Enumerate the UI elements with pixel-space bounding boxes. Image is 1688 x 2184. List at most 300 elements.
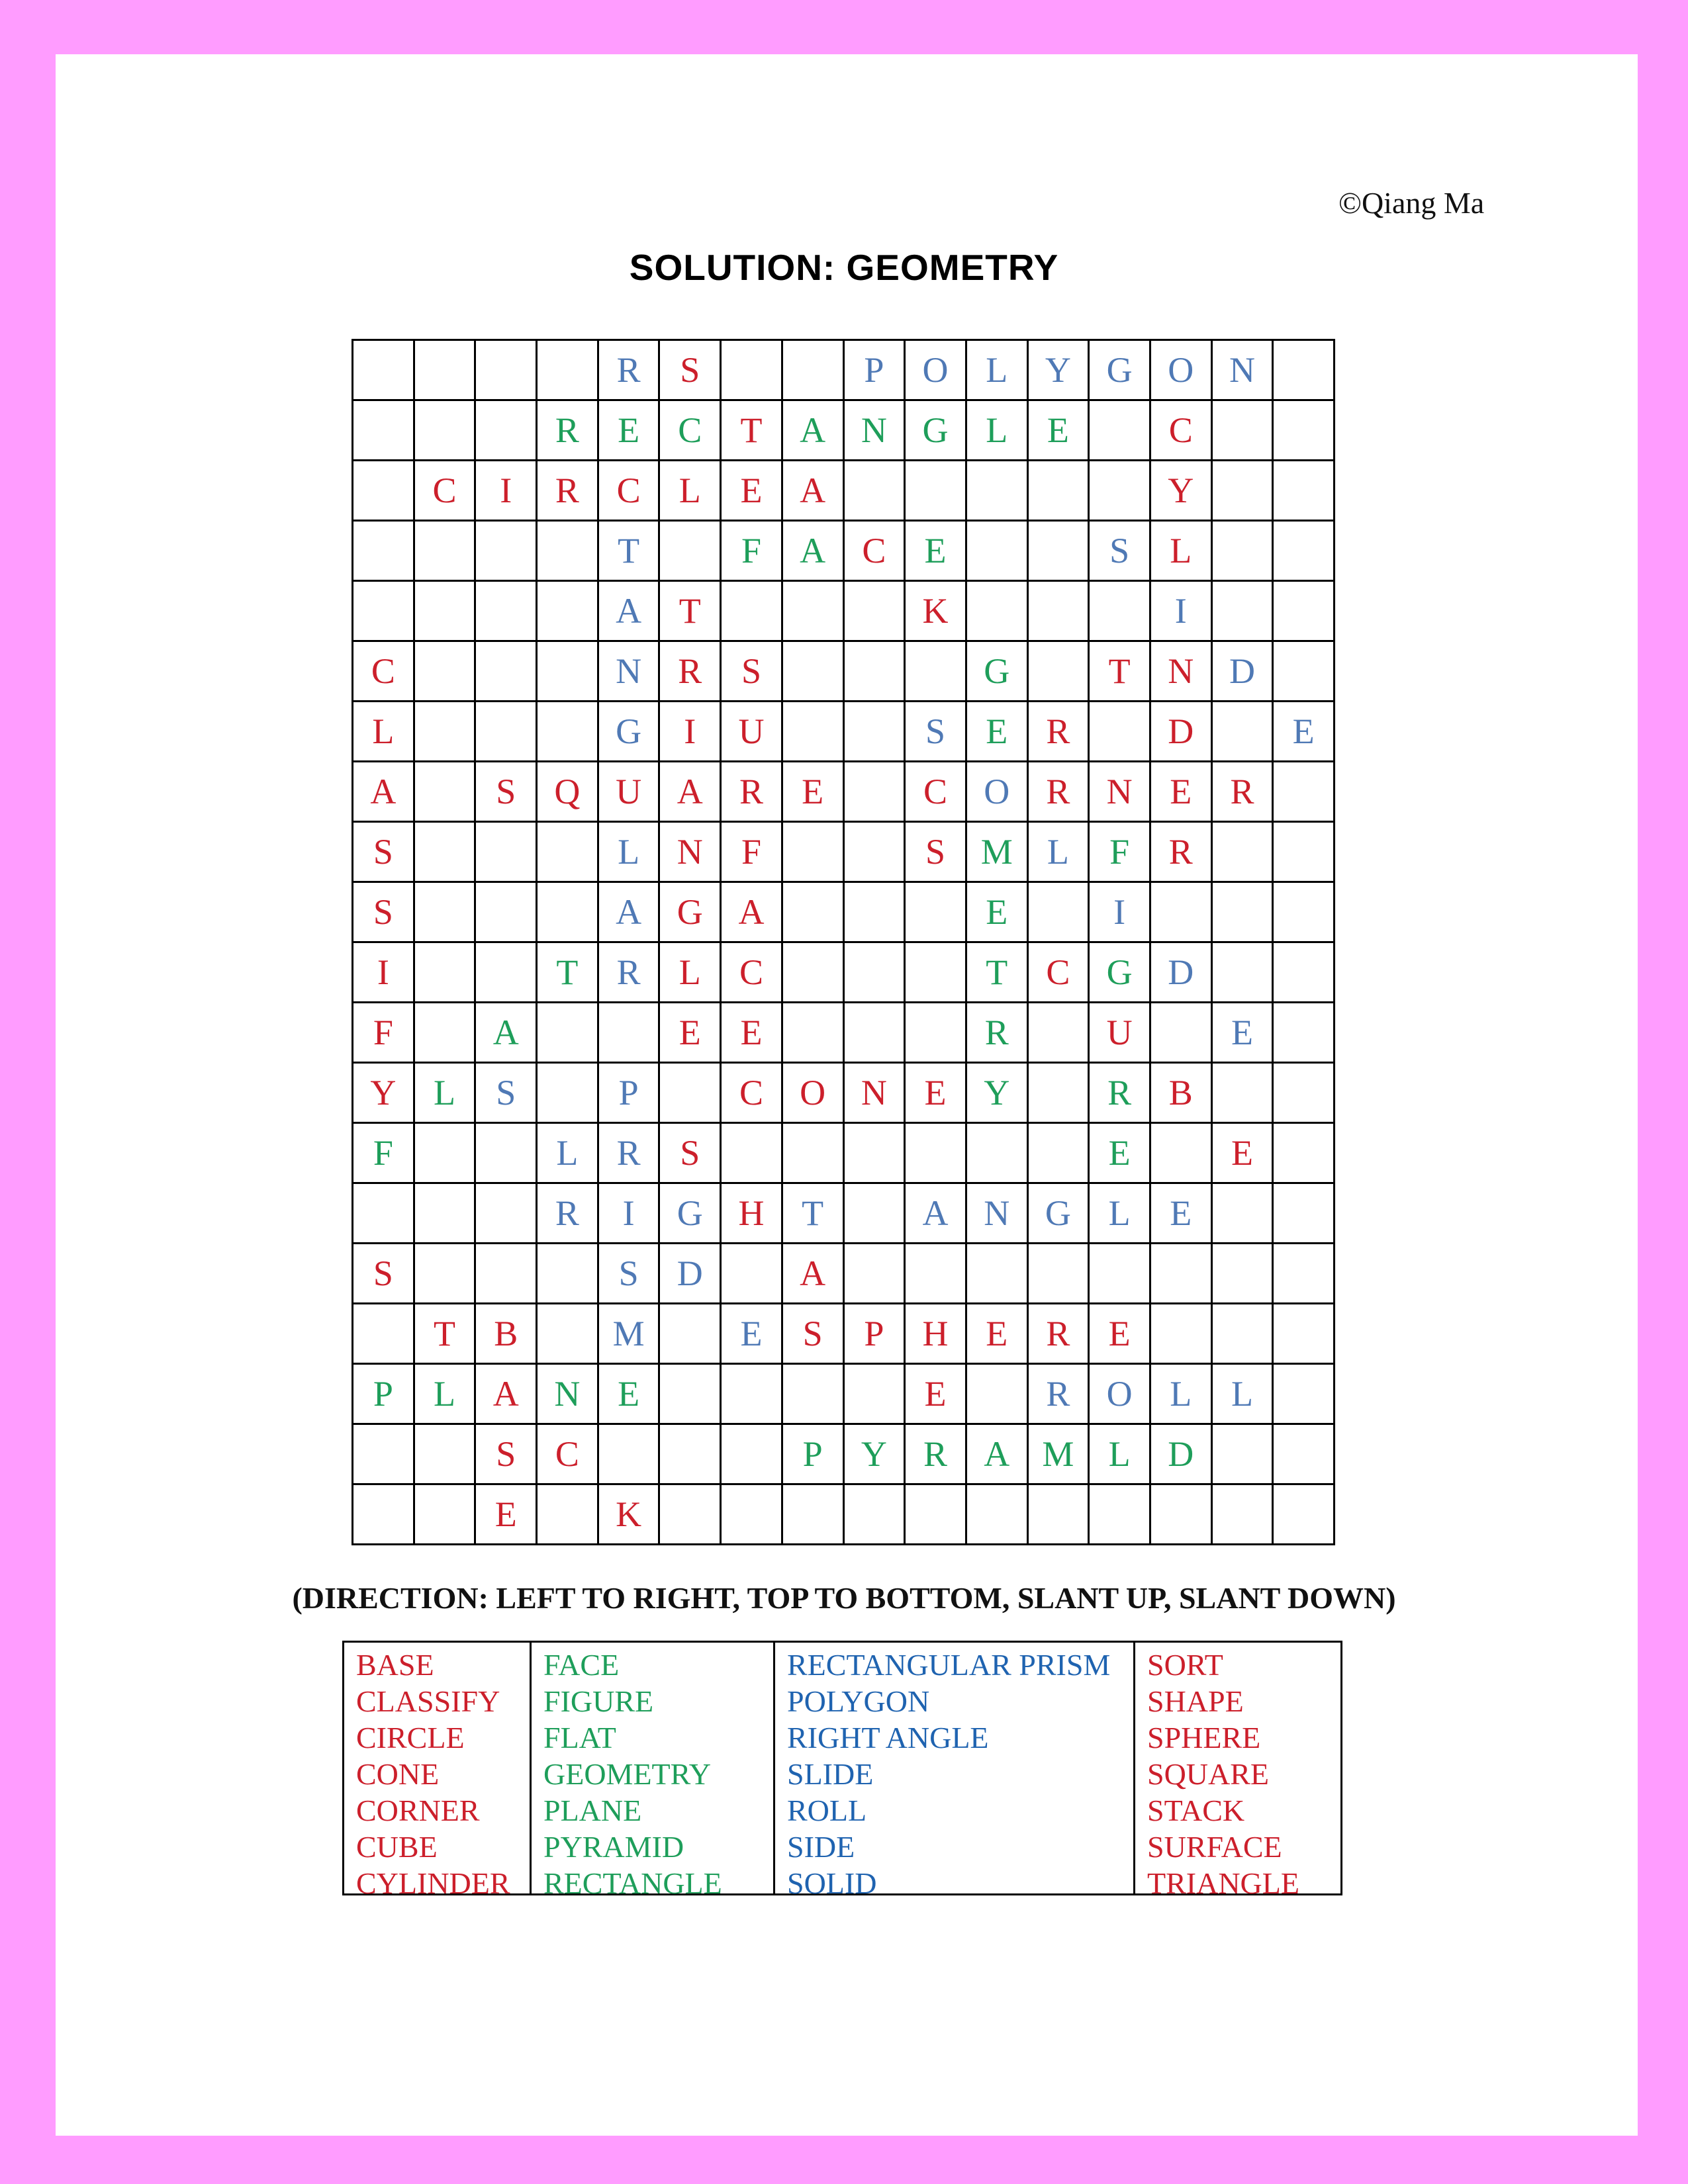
grid-cell bbox=[1029, 1485, 1090, 1545]
grid-cell bbox=[415, 943, 477, 1003]
grid-cell: N bbox=[1151, 642, 1213, 702]
grid-cell bbox=[967, 1244, 1029, 1304]
grid-cell bbox=[783, 642, 845, 702]
grid-cell: S bbox=[353, 883, 415, 943]
page-title: SOLUTION: GEOMETRY bbox=[629, 247, 1059, 288]
grid-cell: A bbox=[783, 461, 845, 522]
grid-cell bbox=[1213, 1184, 1274, 1244]
grid-cell bbox=[967, 1124, 1029, 1184]
grid-cell bbox=[415, 702, 477, 762]
grid-cell: I bbox=[1090, 883, 1151, 943]
grid-cell: L bbox=[1151, 522, 1213, 582]
grid-cell bbox=[845, 1365, 906, 1425]
grid-cell bbox=[660, 522, 722, 582]
grid-cell bbox=[722, 341, 783, 401]
grid-cell bbox=[967, 461, 1029, 522]
grid-cell bbox=[353, 341, 415, 401]
grid-cell bbox=[845, 582, 906, 642]
grid-cell bbox=[1029, 582, 1090, 642]
grid-cell: E bbox=[967, 883, 1029, 943]
grid-cell: G bbox=[1090, 943, 1151, 1003]
grid-cell: G bbox=[660, 883, 722, 943]
grid-cell: G bbox=[967, 642, 1029, 702]
grid-cell bbox=[1090, 461, 1151, 522]
grid-cell: S bbox=[660, 341, 722, 401]
grid-cell: E bbox=[660, 1003, 722, 1064]
grid-cell bbox=[722, 1425, 783, 1485]
grid-cell: I bbox=[476, 461, 538, 522]
word-list-item: CONE bbox=[356, 1757, 440, 1791]
grid-cell bbox=[1151, 1304, 1213, 1365]
grid-cell bbox=[476, 582, 538, 642]
grid-cell bbox=[1213, 943, 1274, 1003]
grid-cell: F bbox=[722, 522, 783, 582]
grid-cell bbox=[906, 883, 967, 943]
grid-cell bbox=[1029, 883, 1090, 943]
grid-cell: C bbox=[845, 522, 906, 582]
word-list-item: SORT bbox=[1147, 1648, 1223, 1682]
grid-cell bbox=[1213, 401, 1274, 461]
grid-cell: C bbox=[1029, 943, 1090, 1003]
word-list-column-1 bbox=[344, 1643, 530, 1900]
grid-cell: S bbox=[476, 1064, 538, 1124]
word-list-table bbox=[342, 1641, 1342, 1900]
word-list-item: CORNER bbox=[356, 1794, 480, 1827]
word-list-item: BASE bbox=[356, 1648, 434, 1682]
grid-cell bbox=[660, 1304, 722, 1365]
grid-cell: E bbox=[722, 1304, 783, 1365]
grid-cell: T bbox=[660, 582, 722, 642]
grid-cell bbox=[538, 1003, 599, 1064]
grid-cell bbox=[476, 341, 538, 401]
word-list-item: ROLL bbox=[787, 1794, 867, 1827]
grid-cell bbox=[538, 1485, 599, 1545]
grid-cell: C bbox=[906, 762, 967, 823]
word-list-item: PYRAMID bbox=[543, 1830, 684, 1864]
grid-cell: F bbox=[353, 1124, 415, 1184]
grid-cell bbox=[845, 762, 906, 823]
grid-cell bbox=[415, 1003, 477, 1064]
grid-cell bbox=[722, 1124, 783, 1184]
grid-cell bbox=[538, 1304, 599, 1365]
grid-cell bbox=[906, 1244, 967, 1304]
grid-cell: C bbox=[1151, 401, 1213, 461]
grid-cell bbox=[538, 883, 599, 943]
grid-cell bbox=[538, 1064, 599, 1124]
word-list-item: SOLID bbox=[787, 1866, 877, 1900]
grid-cell: Y bbox=[845, 1425, 906, 1485]
grid-cell bbox=[783, 943, 845, 1003]
grid-cell: L bbox=[353, 702, 415, 762]
word-list-item: CIRCLE bbox=[356, 1721, 465, 1754]
grid-cell: L bbox=[660, 943, 722, 1003]
grid-cell: C bbox=[538, 1425, 599, 1485]
grid-cell bbox=[1213, 461, 1274, 522]
grid-cell bbox=[1274, 1244, 1335, 1304]
grid-cell bbox=[1029, 1244, 1090, 1304]
grid-cell: L bbox=[1029, 823, 1090, 883]
grid-cell bbox=[599, 1003, 661, 1064]
grid-cell bbox=[415, 401, 477, 461]
grid-cell: L bbox=[967, 401, 1029, 461]
grid-cell: H bbox=[906, 1304, 967, 1365]
grid-cell: H bbox=[722, 1184, 783, 1244]
grid-cell bbox=[906, 1124, 967, 1184]
grid-cell bbox=[415, 1184, 477, 1244]
grid-cell bbox=[1151, 1124, 1213, 1184]
grid-cell bbox=[1029, 522, 1090, 582]
grid-cell bbox=[415, 823, 477, 883]
word-list-item: SLIDE bbox=[787, 1757, 874, 1791]
grid-cell bbox=[845, 1244, 906, 1304]
grid-cell bbox=[660, 1425, 722, 1485]
grid-cell bbox=[783, 582, 845, 642]
grid-cell bbox=[906, 943, 967, 1003]
grid-cell: A bbox=[906, 1184, 967, 1244]
word-list-item: RECTANGULAR PRISM bbox=[787, 1648, 1111, 1682]
grid-cell: R bbox=[1029, 1365, 1090, 1425]
grid-cell: S bbox=[353, 1244, 415, 1304]
grid-cell: S bbox=[353, 823, 415, 883]
grid-cell bbox=[845, 642, 906, 702]
grid-cell bbox=[845, 823, 906, 883]
grid-cell: L bbox=[1213, 1365, 1274, 1425]
grid-cell: N bbox=[538, 1365, 599, 1425]
grid-cell: S bbox=[783, 1304, 845, 1365]
grid-cell bbox=[538, 642, 599, 702]
grid-cell: E bbox=[906, 1365, 967, 1425]
grid-cell: C bbox=[722, 943, 783, 1003]
grid-cell bbox=[1274, 582, 1335, 642]
grid-cell: G bbox=[1090, 341, 1151, 401]
grid-cell bbox=[906, 642, 967, 702]
word-list-column-4 bbox=[1133, 1643, 1340, 1900]
grid-cell: E bbox=[1151, 762, 1213, 823]
grid-cell: C bbox=[599, 461, 661, 522]
word-search-grid bbox=[352, 339, 1335, 1545]
grid-cell bbox=[1213, 582, 1274, 642]
grid-cell bbox=[476, 823, 538, 883]
grid-cell: D bbox=[1151, 702, 1213, 762]
grid-cell: K bbox=[599, 1485, 661, 1545]
grid-cell bbox=[1090, 1485, 1151, 1545]
grid-cell: E bbox=[1090, 1124, 1151, 1184]
grid-cell bbox=[353, 1425, 415, 1485]
grid-cell: S bbox=[722, 642, 783, 702]
grid-cell: L bbox=[660, 461, 722, 522]
grid-cell bbox=[353, 1304, 415, 1365]
grid-cell: D bbox=[660, 1244, 722, 1304]
grid-cell bbox=[1029, 1064, 1090, 1124]
grid-cell: C bbox=[415, 461, 477, 522]
grid-cell: L bbox=[1151, 1365, 1213, 1425]
grid-cell: T bbox=[599, 522, 661, 582]
grid-cell: P bbox=[353, 1365, 415, 1425]
word-list-column-3 bbox=[773, 1643, 1133, 1900]
grid-cell bbox=[538, 1244, 599, 1304]
grid-cell bbox=[967, 582, 1029, 642]
grid-cell: P bbox=[845, 1304, 906, 1365]
grid-cell bbox=[1151, 883, 1213, 943]
grid-cell: R bbox=[538, 1184, 599, 1244]
grid-cell: L bbox=[599, 823, 661, 883]
grid-cell: D bbox=[1151, 943, 1213, 1003]
grid-cell bbox=[353, 582, 415, 642]
grid-cell bbox=[660, 1485, 722, 1545]
grid-cell bbox=[1274, 341, 1335, 401]
grid-cell: R bbox=[1151, 823, 1213, 883]
grid-cell bbox=[1213, 883, 1274, 943]
grid-cell: B bbox=[1151, 1064, 1213, 1124]
grid-cell bbox=[783, 1003, 845, 1064]
grid-cell bbox=[722, 1485, 783, 1545]
grid-cell bbox=[415, 762, 477, 823]
grid-cell: T bbox=[415, 1304, 477, 1365]
grid-cell: O bbox=[967, 762, 1029, 823]
grid-cell: L bbox=[538, 1124, 599, 1184]
grid-cell: R bbox=[538, 461, 599, 522]
grid-cell: U bbox=[722, 702, 783, 762]
grid-cell bbox=[1274, 642, 1335, 702]
grid-cell: R bbox=[660, 642, 722, 702]
grid-cell: A bbox=[599, 883, 661, 943]
grid-cell: M bbox=[967, 823, 1029, 883]
grid-cell: R bbox=[1213, 762, 1274, 823]
grid-cell: Y bbox=[353, 1064, 415, 1124]
grid-cell: A bbox=[783, 1244, 845, 1304]
grid-cell bbox=[415, 1485, 477, 1545]
grid-cell bbox=[1213, 1485, 1274, 1545]
grid-cell: S bbox=[1090, 522, 1151, 582]
grid-cell: C bbox=[660, 401, 722, 461]
grid-cell: B bbox=[476, 1304, 538, 1365]
word-list-item: RECTANGLE bbox=[543, 1866, 722, 1900]
grid-cell: G bbox=[599, 702, 661, 762]
grid-cell: P bbox=[783, 1425, 845, 1485]
grid-cell bbox=[1213, 702, 1274, 762]
word-list-item: PLANE bbox=[543, 1794, 642, 1827]
grid-cell bbox=[722, 1244, 783, 1304]
word-list-item: FIGURE bbox=[543, 1684, 654, 1718]
grid-cell bbox=[1213, 1425, 1274, 1485]
grid-cell: P bbox=[845, 341, 906, 401]
grid-cell: N bbox=[845, 401, 906, 461]
grid-cell bbox=[722, 1365, 783, 1425]
grid-cell: R bbox=[599, 943, 661, 1003]
grid-cell bbox=[538, 341, 599, 401]
grid-cell bbox=[476, 943, 538, 1003]
grid-cell bbox=[476, 702, 538, 762]
grid-cell bbox=[1090, 1244, 1151, 1304]
grid-cell: K bbox=[906, 582, 967, 642]
grid-cell bbox=[845, 1003, 906, 1064]
grid-cell: S bbox=[906, 702, 967, 762]
grid-cell: L bbox=[1090, 1184, 1151, 1244]
grid-cell bbox=[1090, 582, 1151, 642]
grid-cell bbox=[538, 522, 599, 582]
grid-cell: R bbox=[599, 341, 661, 401]
grid-cell: C bbox=[722, 1064, 783, 1124]
grid-cell: N bbox=[599, 642, 661, 702]
grid-cell bbox=[415, 1124, 477, 1184]
grid-cell: O bbox=[1090, 1365, 1151, 1425]
grid-cell: A bbox=[660, 762, 722, 823]
grid-cell bbox=[415, 582, 477, 642]
grid-cell: G bbox=[1029, 1184, 1090, 1244]
grid-cell bbox=[415, 341, 477, 401]
grid-cell: R bbox=[1029, 762, 1090, 823]
grid-cell bbox=[1151, 1244, 1213, 1304]
grid-cell: E bbox=[476, 1485, 538, 1545]
grid-cell bbox=[415, 642, 477, 702]
grid-cell bbox=[538, 823, 599, 883]
word-list-item: RIGHT ANGLE bbox=[787, 1721, 989, 1754]
grid-cell bbox=[599, 1425, 661, 1485]
grid-cell bbox=[1274, 1425, 1335, 1485]
grid-cell: S bbox=[476, 762, 538, 823]
grid-cell bbox=[722, 582, 783, 642]
grid-cell: N bbox=[845, 1064, 906, 1124]
word-list-item: STACK bbox=[1147, 1794, 1245, 1827]
grid-cell: E bbox=[722, 461, 783, 522]
grid-cell: E bbox=[1213, 1003, 1274, 1064]
grid-cell: A bbox=[783, 401, 845, 461]
grid-cell: L bbox=[1090, 1425, 1151, 1485]
grid-cell bbox=[845, 1485, 906, 1545]
grid-cell: E bbox=[1029, 401, 1090, 461]
grid-cell: L bbox=[415, 1365, 477, 1425]
grid-cell: A bbox=[599, 582, 661, 642]
grid-cell: D bbox=[1151, 1425, 1213, 1485]
grid-cell bbox=[906, 461, 967, 522]
grid-cell: C bbox=[353, 642, 415, 702]
grid-cell: E bbox=[967, 1304, 1029, 1365]
grid-cell bbox=[967, 1365, 1029, 1425]
grid-cell: G bbox=[660, 1184, 722, 1244]
grid-cell: I bbox=[599, 1184, 661, 1244]
grid-cell bbox=[415, 1425, 477, 1485]
grid-cell: R bbox=[1029, 702, 1090, 762]
grid-cell bbox=[353, 461, 415, 522]
grid-cell bbox=[1213, 823, 1274, 883]
grid-cell bbox=[415, 883, 477, 943]
grid-cell bbox=[353, 1184, 415, 1244]
word-list-item: TRIANGLE bbox=[1147, 1866, 1299, 1900]
grid-cell: F bbox=[722, 823, 783, 883]
grid-cell bbox=[538, 582, 599, 642]
grid-cell: R bbox=[1090, 1064, 1151, 1124]
word-list-item: CUBE bbox=[356, 1830, 438, 1864]
grid-cell: I bbox=[1151, 582, 1213, 642]
grid-cell bbox=[845, 1184, 906, 1244]
grid-cell: T bbox=[1090, 642, 1151, 702]
grid-cell bbox=[1029, 1003, 1090, 1064]
grid-cell: Y bbox=[1151, 461, 1213, 522]
grid-cell: Y bbox=[1029, 341, 1090, 401]
grid-cell: S bbox=[476, 1425, 538, 1485]
word-list-item: GEOMETRY bbox=[543, 1757, 711, 1791]
grid-cell bbox=[967, 1485, 1029, 1545]
grid-cell: D bbox=[1213, 642, 1274, 702]
grid-cell bbox=[476, 522, 538, 582]
grid-cell bbox=[1213, 1064, 1274, 1124]
grid-cell bbox=[1274, 823, 1335, 883]
grid-cell bbox=[1274, 1365, 1335, 1425]
grid-cell: N bbox=[660, 823, 722, 883]
grid-cell bbox=[845, 883, 906, 943]
grid-cell bbox=[1274, 943, 1335, 1003]
word-list-item: SIDE bbox=[787, 1830, 855, 1864]
grid-cell bbox=[1213, 522, 1274, 582]
grid-cell: U bbox=[599, 762, 661, 823]
grid-cell bbox=[783, 823, 845, 883]
grid-cell: N bbox=[1090, 762, 1151, 823]
grid-cell bbox=[845, 943, 906, 1003]
grid-cell: L bbox=[967, 341, 1029, 401]
grid-cell bbox=[476, 883, 538, 943]
grid-cell bbox=[660, 1064, 722, 1124]
grid-cell bbox=[1274, 883, 1335, 943]
grid-cell bbox=[353, 1485, 415, 1545]
grid-cell: A bbox=[783, 522, 845, 582]
grid-cell bbox=[783, 883, 845, 943]
grid-cell: A bbox=[967, 1425, 1029, 1485]
grid-cell: F bbox=[1090, 823, 1151, 883]
copyright-notice: ©Qiang Ma bbox=[1338, 186, 1485, 220]
grid-cell: U bbox=[1090, 1003, 1151, 1064]
grid-cell bbox=[1213, 1304, 1274, 1365]
grid-cell: N bbox=[1213, 341, 1274, 401]
grid-cell: E bbox=[783, 762, 845, 823]
grid-cell: M bbox=[599, 1304, 661, 1365]
word-list-item: SURFACE bbox=[1147, 1830, 1282, 1864]
grid-cell bbox=[783, 1365, 845, 1425]
grid-cell: Q bbox=[538, 762, 599, 823]
grid-cell bbox=[1274, 1064, 1335, 1124]
grid-cell bbox=[1090, 702, 1151, 762]
word-list-item: POLYGON bbox=[787, 1684, 930, 1718]
grid-cell bbox=[1151, 1485, 1213, 1545]
grid-cell bbox=[1274, 1003, 1335, 1064]
grid-cell bbox=[906, 1485, 967, 1545]
grid-cell: I bbox=[660, 702, 722, 762]
word-list-item: SPHERE bbox=[1147, 1721, 1261, 1754]
word-list-column-2 bbox=[530, 1643, 773, 1900]
grid-cell bbox=[783, 702, 845, 762]
grid-cell bbox=[476, 1124, 538, 1184]
grid-cell bbox=[845, 461, 906, 522]
word-list-item: FLAT bbox=[543, 1721, 616, 1754]
grid-cell: O bbox=[906, 341, 967, 401]
grid-cell: I bbox=[353, 943, 415, 1003]
grid-cell: E bbox=[967, 702, 1029, 762]
grid-cell: E bbox=[1090, 1304, 1151, 1365]
word-list-item: SQUARE bbox=[1147, 1757, 1270, 1791]
grid-cell: T bbox=[538, 943, 599, 1003]
grid-cell bbox=[1274, 762, 1335, 823]
grid-cell bbox=[1029, 1124, 1090, 1184]
grid-cell bbox=[845, 702, 906, 762]
grid-cell bbox=[353, 522, 415, 582]
grid-cell bbox=[1090, 401, 1151, 461]
grid-cell: R bbox=[967, 1003, 1029, 1064]
grid-cell bbox=[415, 1244, 477, 1304]
grid-cell: M bbox=[1029, 1425, 1090, 1485]
grid-cell bbox=[538, 702, 599, 762]
grid-cell: P bbox=[599, 1064, 661, 1124]
word-list-item: SHAPE bbox=[1147, 1684, 1244, 1718]
grid-cell: S bbox=[599, 1244, 661, 1304]
